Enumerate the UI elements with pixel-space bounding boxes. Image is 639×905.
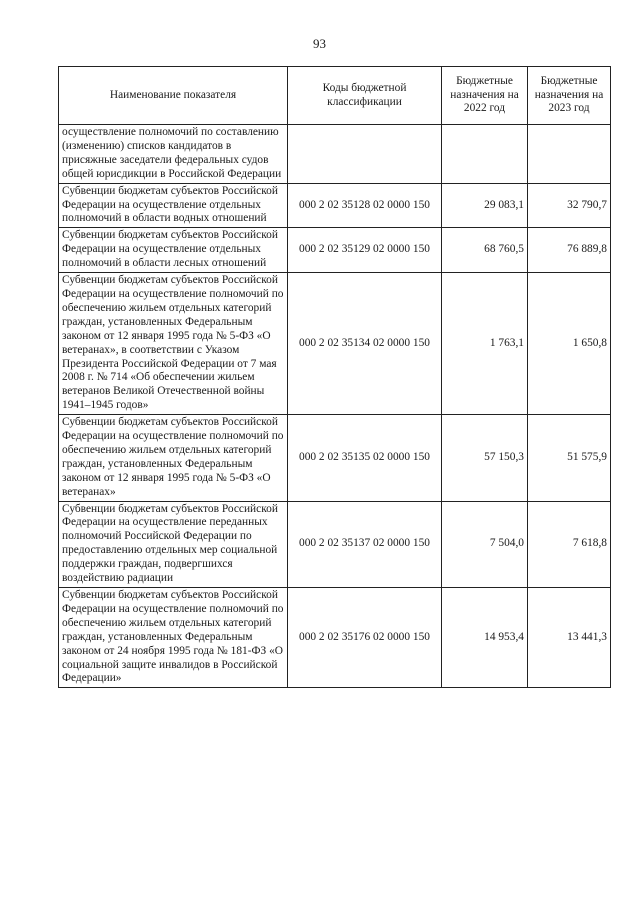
table-row [59, 125, 611, 184]
row-budget-code: 000 2 02 35128 02 0000 150 [288, 183, 442, 228]
row-value-2022 [442, 125, 528, 184]
row-value-2023: 51 575,9 [528, 415, 611, 501]
row-value-2022: 14 953,4 [442, 588, 528, 688]
row-indicator-name: Субвенции бюджетам субъектов Российской Федерации на осуществление полномочий по обеспечению жильем отдельных категорий граждан, установленных Федеральным законом от 12 января 1995 года № 5-ФЗ «О ветеранах», в соответствии с Указом Президента Российской Федерации от 7 мая 2008 г. № 714 «Об обеспечении жильем ветеранов Великой Отечественной войны 1941–1945 годов» [59, 273, 288, 415]
page-number: 93 [313, 36, 326, 51]
row-budget-code [288, 125, 442, 184]
table-row [59, 588, 611, 688]
row-value-2022: 29 083,1 [442, 183, 528, 228]
row-value-2022: 57 150,3 [442, 415, 528, 501]
table-row [59, 183, 611, 228]
row-indicator-name: Субвенции бюджетам субъектов Российской Федерации на осуществление отдельных полномочий в области лесных отношений [59, 228, 288, 273]
row-value-2023 [528, 125, 611, 184]
row-indicator-name: осуществление полномочий по составлению (изменению) списков кандидатов в присяжные заседатели федеральных судов общей юрисдикции в Российской Федерации [59, 125, 288, 184]
table-row [59, 501, 611, 587]
table-header-row [59, 67, 611, 125]
row-value-2022: 7 504,0 [442, 501, 528, 587]
row-indicator-name: Субвенции бюджетам субъектов Российской Федерации на осуществление полномочий по обеспечению жильем отдельных категорий граждан, установленных Федеральным законом от 24 ноября 1995 года № 181-ФЗ «О социальной защите инвалидов в Российской Федерации» [59, 588, 288, 688]
row-value-2023: 32 790,7 [528, 183, 611, 228]
row-value-2023: 13 441,3 [528, 588, 611, 688]
row-budget-code: 000 2 02 35176 02 0000 150 [288, 588, 442, 688]
row-budget-code: 000 2 02 35137 02 0000 150 [288, 501, 442, 587]
row-value-2022: 1 763,1 [442, 273, 528, 415]
row-indicator-name: Субвенции бюджетам субъектов Российской Федерации на осуществление отдельных полномочий в области водных отношений [59, 183, 288, 228]
header-budget-2022: Бюджетные назначения на 2022 год [442, 67, 528, 125]
row-indicator-name: Субвенции бюджетам субъектов Российской Федерации на осуществление переданных полномочий Российской Федерации по предоставлению отдельных мер социальной поддержки граждан, подвергшихся воздействию радиации [59, 501, 288, 587]
row-indicator-name: Субвенции бюджетам субъектов Российской Федерации на осуществление полномочий по обеспечению жильем отдельных категорий граждан, установленных Федеральным законом от 12 января 1995 года № 5-ФЗ «О ветеранах» [59, 415, 288, 501]
row-value-2023: 7 618,8 [528, 501, 611, 587]
header-indicator-name: Наименование показателя [59, 67, 288, 125]
table-row [59, 415, 611, 501]
budget-table [58, 66, 611, 688]
table-row [59, 228, 611, 273]
row-budget-code: 000 2 02 35134 02 0000 150 [288, 273, 442, 415]
table-row [59, 273, 611, 415]
row-value-2022: 68 760,5 [442, 228, 528, 273]
row-budget-code: 000 2 02 35129 02 0000 150 [288, 228, 442, 273]
header-budget-codes: Коды бюджетной классификации [288, 67, 442, 125]
header-budget-2023: Бюджетные назначения на 2023 год [528, 67, 611, 125]
row-value-2023: 76 889,8 [528, 228, 611, 273]
row-budget-code: 000 2 02 35135 02 0000 150 [288, 415, 442, 501]
row-value-2023: 1 650,8 [528, 273, 611, 415]
